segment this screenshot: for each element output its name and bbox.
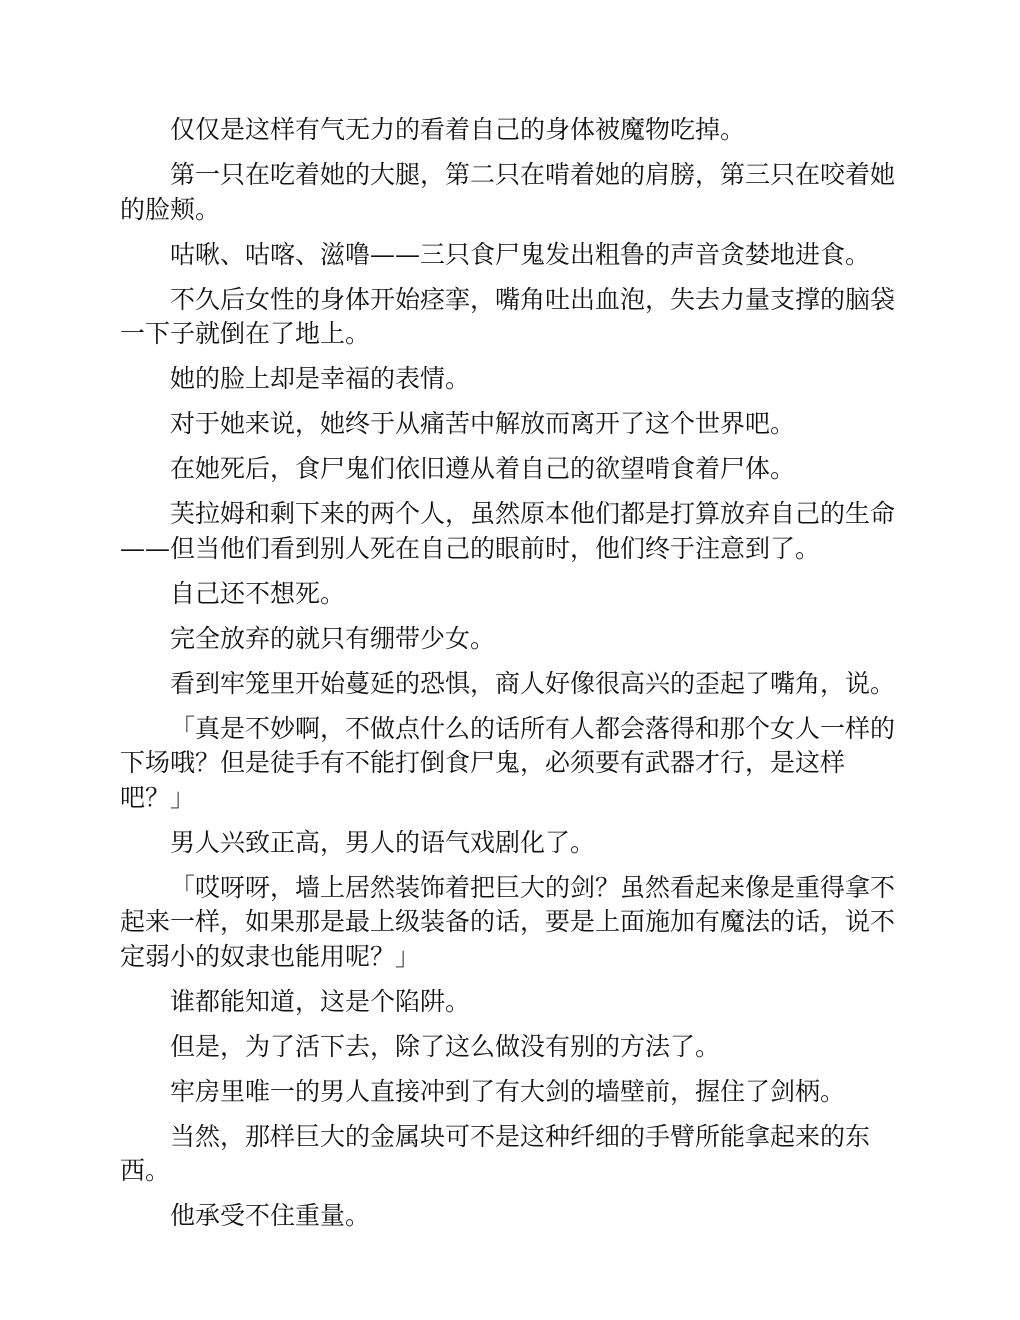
paragraph: 当然，那样巨大的金属块可不是这种纤细的手臂所能拿起来的东西。 bbox=[120, 1121, 871, 1185]
paragraph: 男人兴致正高，男人的语气戏剧化了。 bbox=[170, 827, 596, 857]
paragraph: 在她死后，食尸鬼们依旧遵从着自己的欲望啃食着尸体。 bbox=[170, 454, 796, 483]
body-text bbox=[120, 113, 900, 1244]
paragraph: 完全放弃的就只有绷带少女。 bbox=[170, 623, 496, 653]
paragraph: 对于她来说，她终于从痛苦中解放而离开了这个世界吧。 bbox=[170, 409, 796, 438]
paragraph: 但是，为了活下去，除了这么做没有别的方法了。 bbox=[170, 1031, 721, 1061]
paragraph: 第一只在吃着她的大腿，第二只在啃着她的肩膀，第三只在咬着她的脸颊。 bbox=[120, 160, 896, 224]
paragraph: 她的脸上却是幸福的表情。 bbox=[170, 364, 471, 393]
paragraph: 咕啾、咕喀、滋噜——三只食尸鬼发出粗鲁的声音贪婪地进食。 bbox=[170, 239, 871, 269]
paragraph: 自己还不想死。 bbox=[170, 578, 346, 608]
dialogue-paragraph: 「真是不妙啊，不做点什么的话所有人都会落得和那个女人一样的下场哦？但是徒手有不能打倒食尸鬼，必须要有武器才行，是这样吧？」 bbox=[120, 713, 896, 812]
paragraph: 不久后女性的身体开始痉挛，嘴角吐出血泡，失去力量支撑的脑袋一下子就倒在了地上。 bbox=[120, 284, 896, 348]
paragraph: 仅仅是这样有气无力的看着自己的身体被魔物吃掉。 bbox=[170, 115, 746, 144]
paragraph: 谁都能知道，这是个陷阱。 bbox=[170, 986, 471, 1016]
paragraph: 他承受不住重量。 bbox=[170, 1201, 371, 1230]
paragraph: 芙拉姆和剩下来的两个人，虽然原本他们都是打算放弃自己的生命——但当他们看到别人死在自己的眼前时，他们终于注意到了。 bbox=[120, 499, 896, 563]
paragraph: 牢房里唯一的男人直接冲到了有大剑的墙壁前，握住了剑柄。 bbox=[170, 1076, 846, 1106]
dialogue-paragraph: 「哎呀呀，墙上居然装饰着把巨大的剑？虽然看起来像是重得拿不起来一样，如果那是最上级装备的话，要是上面施加有魔法的话，说不定弱小的奴隶也能用呢？」 bbox=[120, 872, 896, 971]
paragraph: 看到牢笼里开始蔓延的恐惧，商人好像很高兴的歪起了嘴角，说。 bbox=[170, 668, 896, 698]
